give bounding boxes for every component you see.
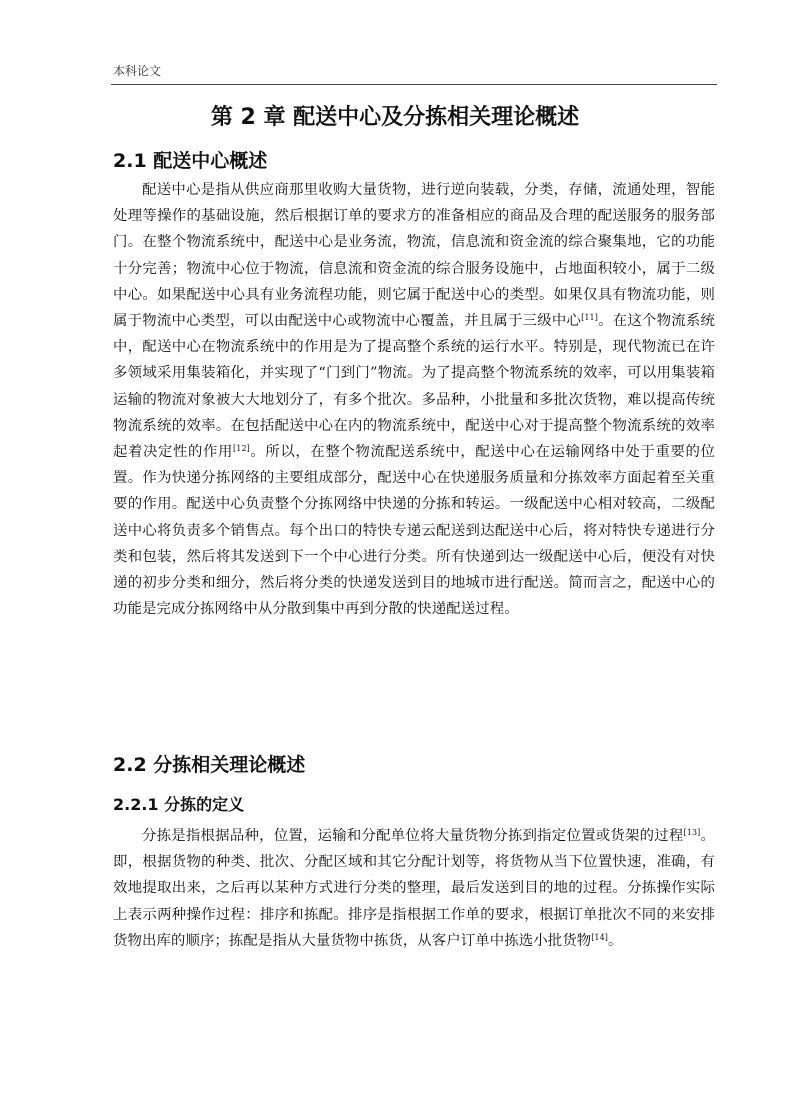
citation-13[interactable]: [13] bbox=[683, 828, 701, 837]
running-header: 本科论文 bbox=[113, 64, 162, 78]
paragraph-text: 。所以，在整个物流配送系统中，配送中心在运输网络中处于重要的位置。作为快递分拣网络的主要组成部分，配送中心在快递服务质量和分拣效率方面起着至关重要的作用。配送中心负责整个分拣网络中快递的分拣和转运。一级配送中心相对较高，二级配送中心将负责多个销售点。每个出口的特快专递云配送到达配送中心后，将对特快专递进行分类和包装，然后将其发送到下一个中心进行分类。所有快递到达一级配送中心后，便没有对快递的初步分类和细分，然后将分类的快递发送到目的地城市进行配送。简而言之，配送中心的功能是完成分拣网络中从分散到集中再到分散的快递配送过程。 bbox=[113, 444, 715, 618]
citation-11[interactable]: [11] bbox=[581, 313, 598, 323]
paragraph-text: 。在这个物流系统中，配送中心在物流系统中的作用是为了提高整个系统的运行水平。特别是，现代物流已在许多领域采用集装箱化，并实现了“门到门”物流。为了提高整个物流系统的效率，可以用集装箱运输的物流对象被大大地划分了，有多个批次。多品种，小批量和多批次货物，难以提高传统物流系统的效率。在包括配送中心在内的物流系统中，配送中心对于提高整个物流系统的效率起着决定性的作用 bbox=[113, 313, 716, 461]
section-heading-2-2: 2.2 分拣相关理论概述 bbox=[113, 754, 306, 776]
subsection-heading-2-2-1: 2.2.1 分拣的定义 bbox=[113, 795, 245, 814]
paragraph-distribution-center bbox=[113, 177, 715, 622]
citation-12[interactable]: [12] bbox=[233, 444, 250, 454]
chapter-title: 第 2 章 配送中心及分拣相关理论概述 bbox=[210, 105, 580, 130]
paragraph-text: 配送中心是指从供应商那里收购大量货物，进行逆向装载，分类，存储，流通处理，智能处理等操作的基础设施，然后根据订单的要求方的准备相应的商品及合理的配送服务的服务部门。在整个物流系统中，配送中心是业务流，物流，信息流和资金流的综合聚集地，它的功能十分完善；物流中心位于物流，信息流和资金流的综合服务设施中，占地面积较小，属于二级中心。如果配送中心具有业务流程功能，则它属于配送中心的类型。如果仅具有物流功能，则属于物流中心类型，可以由配送中心或物流中心覆盖，并且属于三级中心 bbox=[113, 182, 715, 330]
section-heading-2-1: 2.1 配送中心概述 bbox=[113, 150, 268, 172]
paragraph-text: 。 bbox=[608, 932, 623, 949]
header-divider bbox=[111, 84, 717, 85]
citation-14[interactable]: [14] bbox=[591, 932, 609, 942]
paragraph-sorting-definition bbox=[113, 823, 715, 954]
paragraph-text: 。即，根据货物的种类、批次、分配区域和其它分配计划等，将货物从当下位置快速，准确，有效地提取出来，之后再以某种方式进行分类的整理，最后发送到目的地的过程。分拣操作实际上表示两种操作过程：排序和拣配。排序是指根据工作单的要求，根据订单批次不同的来安排货物出库的顺序；拣配是指从大量货物中拣货，从客户订单中拣选小批货物 bbox=[113, 828, 715, 949]
paragraph-text: 分拣是指根据品种，位置，运输和分配单位将大量货物分拣到指定位置或货架的过程 bbox=[142, 828, 684, 844]
